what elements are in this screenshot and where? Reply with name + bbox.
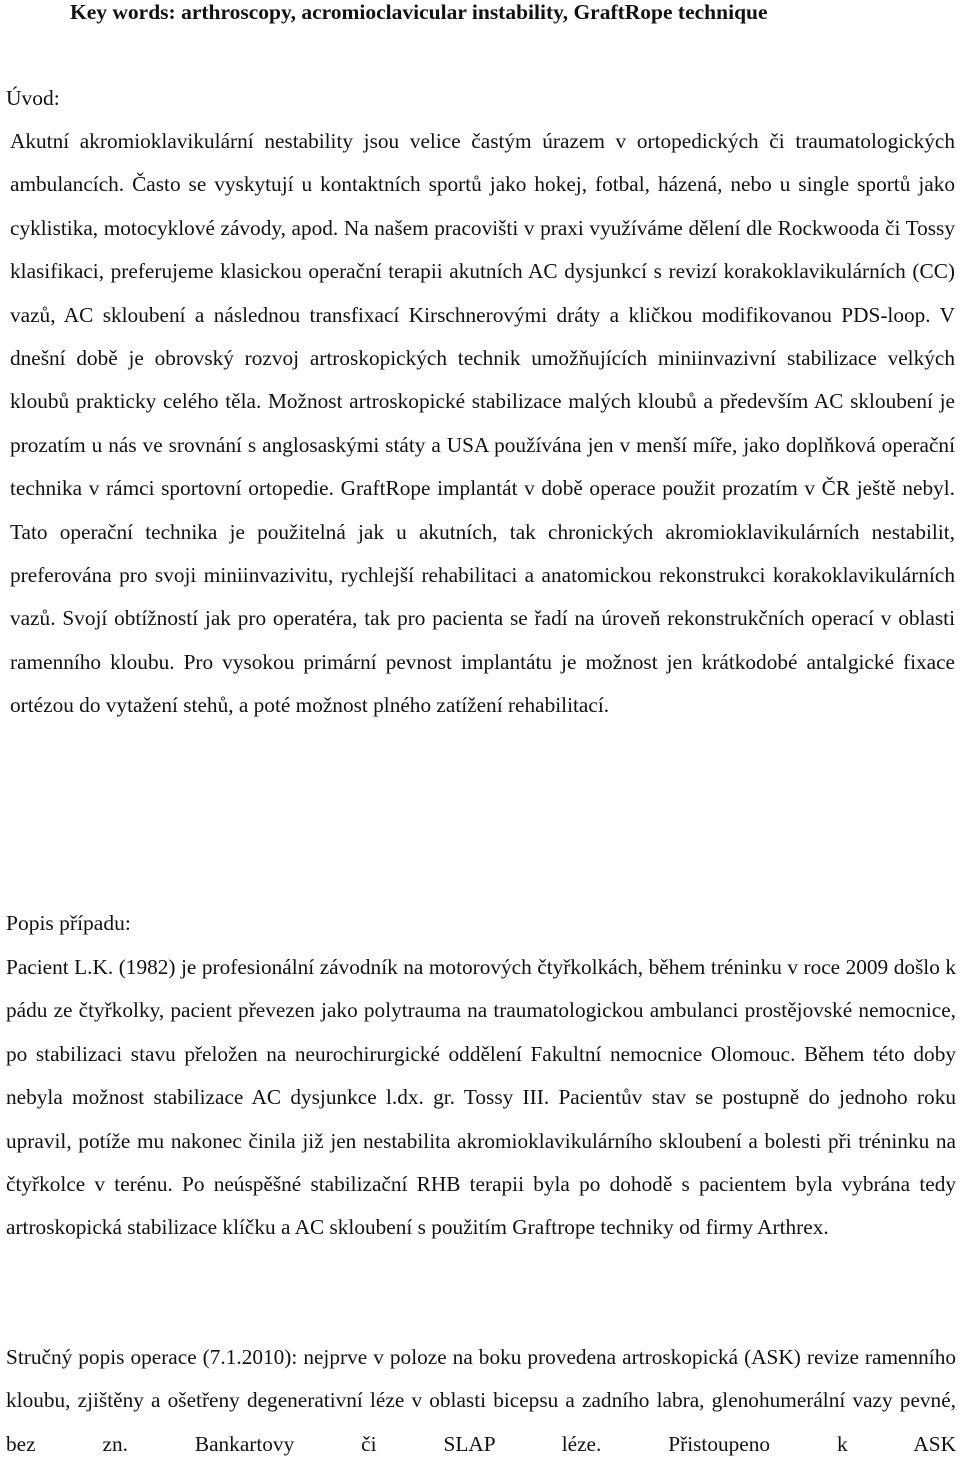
case-paragraph: Pacient L.K. (1982) je profesionální závodník na motorových čtyřkolkách, během tréninku v roce 2009 došlo k pádu ze čtyřkolky, pacient převezen jako polytrauma na traumatologickou ambulanci prostějovské nemocnice, po stabilizaci stavu přeložen na neurochirurgické oddělení Fakultní nemocnice Olomouc. Během této doby nebyla možnost stabilizace AC dysjunkce l.dx. gr. Tossy III. Pacientův stav se postupně do jednoho roku upravil, potíže mu nakonec činila již jen nestabilita akromioklavikulárního skloubení a bolesti při tréninku na čtyřkolce v terénu. Po neúspěšné stabilizační RHB terapii byla po dohodě s pacientem byla vybrána tedy artroskopická stabilizace klíčku a AC skloubení s použitím Graftrope techniky od firmy Arthrex. xyxy=(6,955,956,1240)
surgery-paragraph: Stručný popis operace (7.1.2010): nejprve v poloze na boku provedena artroskopická (ASK) revize ramenního kloubu, zjištěny a ošetřeny degenerativní léze v oblasti bicepsu a zadního labra, glenohumerální vazy pevné, bez zn. Bankartovy či SLAP léze. Přistoupeno k ASK xyxy=(6,1345,956,1456)
intro-heading: Úvod: xyxy=(6,86,60,110)
intro-paragraph: Akutní akromioklavikulární nestability jsou velice častým úrazem v ortopedických či traumatologických ambulancích. Často se vyskytují u kontaktních sportů jako hokej, fotbal, házená, nebo u single sportů jako cyklistika, motocyklové závody, apod. Na našem pracovišti v praxi využíváme dělení dle Rockwooda či Tossy klasifikaci, preferujeme klasickou operační terapii akutních AC dysjunkcí s revizí korakoklavikulárních (CC) vazů, AC skloubení a následnou transfixací Kirschnerovými dráty a kličkou modifikovanou PDS-loop. V dnešní době je obrovský rozvoj artroskopických technik umožňujících miniinvazivní stabilizace velkých kloubů prakticky celého těla. Možnost artroskopické stabilizace malých kloubů a především AC skloubení je prozatím u nás ve srovnání s anglosaskými státy a USA používána jen v menší míře, jako doplňková operační technika v rámci sportovní ortopedie. GraftRope implantát v době operace použit prozatím v ČR ještě nebyl. Tato operační technika je použitelná jak u akutních, tak chronických akromioklavikulárních nestabilit, preferována pro svoji miniinvazivitu, rychlejší rehabilitaci a anatomickou rekonstrukci korakoklavikulárních vazů. Svojí obtížností jak pro operatéra, tak pro pacienta se řadí na úroveň rekonstrukčních operací v oblasti ramenního kloubu. Pro vysokou primární pevnost implantátu je možnost jen krátkodobé antalgické fixace ortézou do vytažení stehů, a poté možnost plného zatížení rehabilitací. xyxy=(10,129,955,718)
keywords-line: Key words: arthroscopy, acromioclavicular instability, GraftRope technique xyxy=(70,0,768,24)
case-heading: Popis případu: xyxy=(6,911,131,935)
